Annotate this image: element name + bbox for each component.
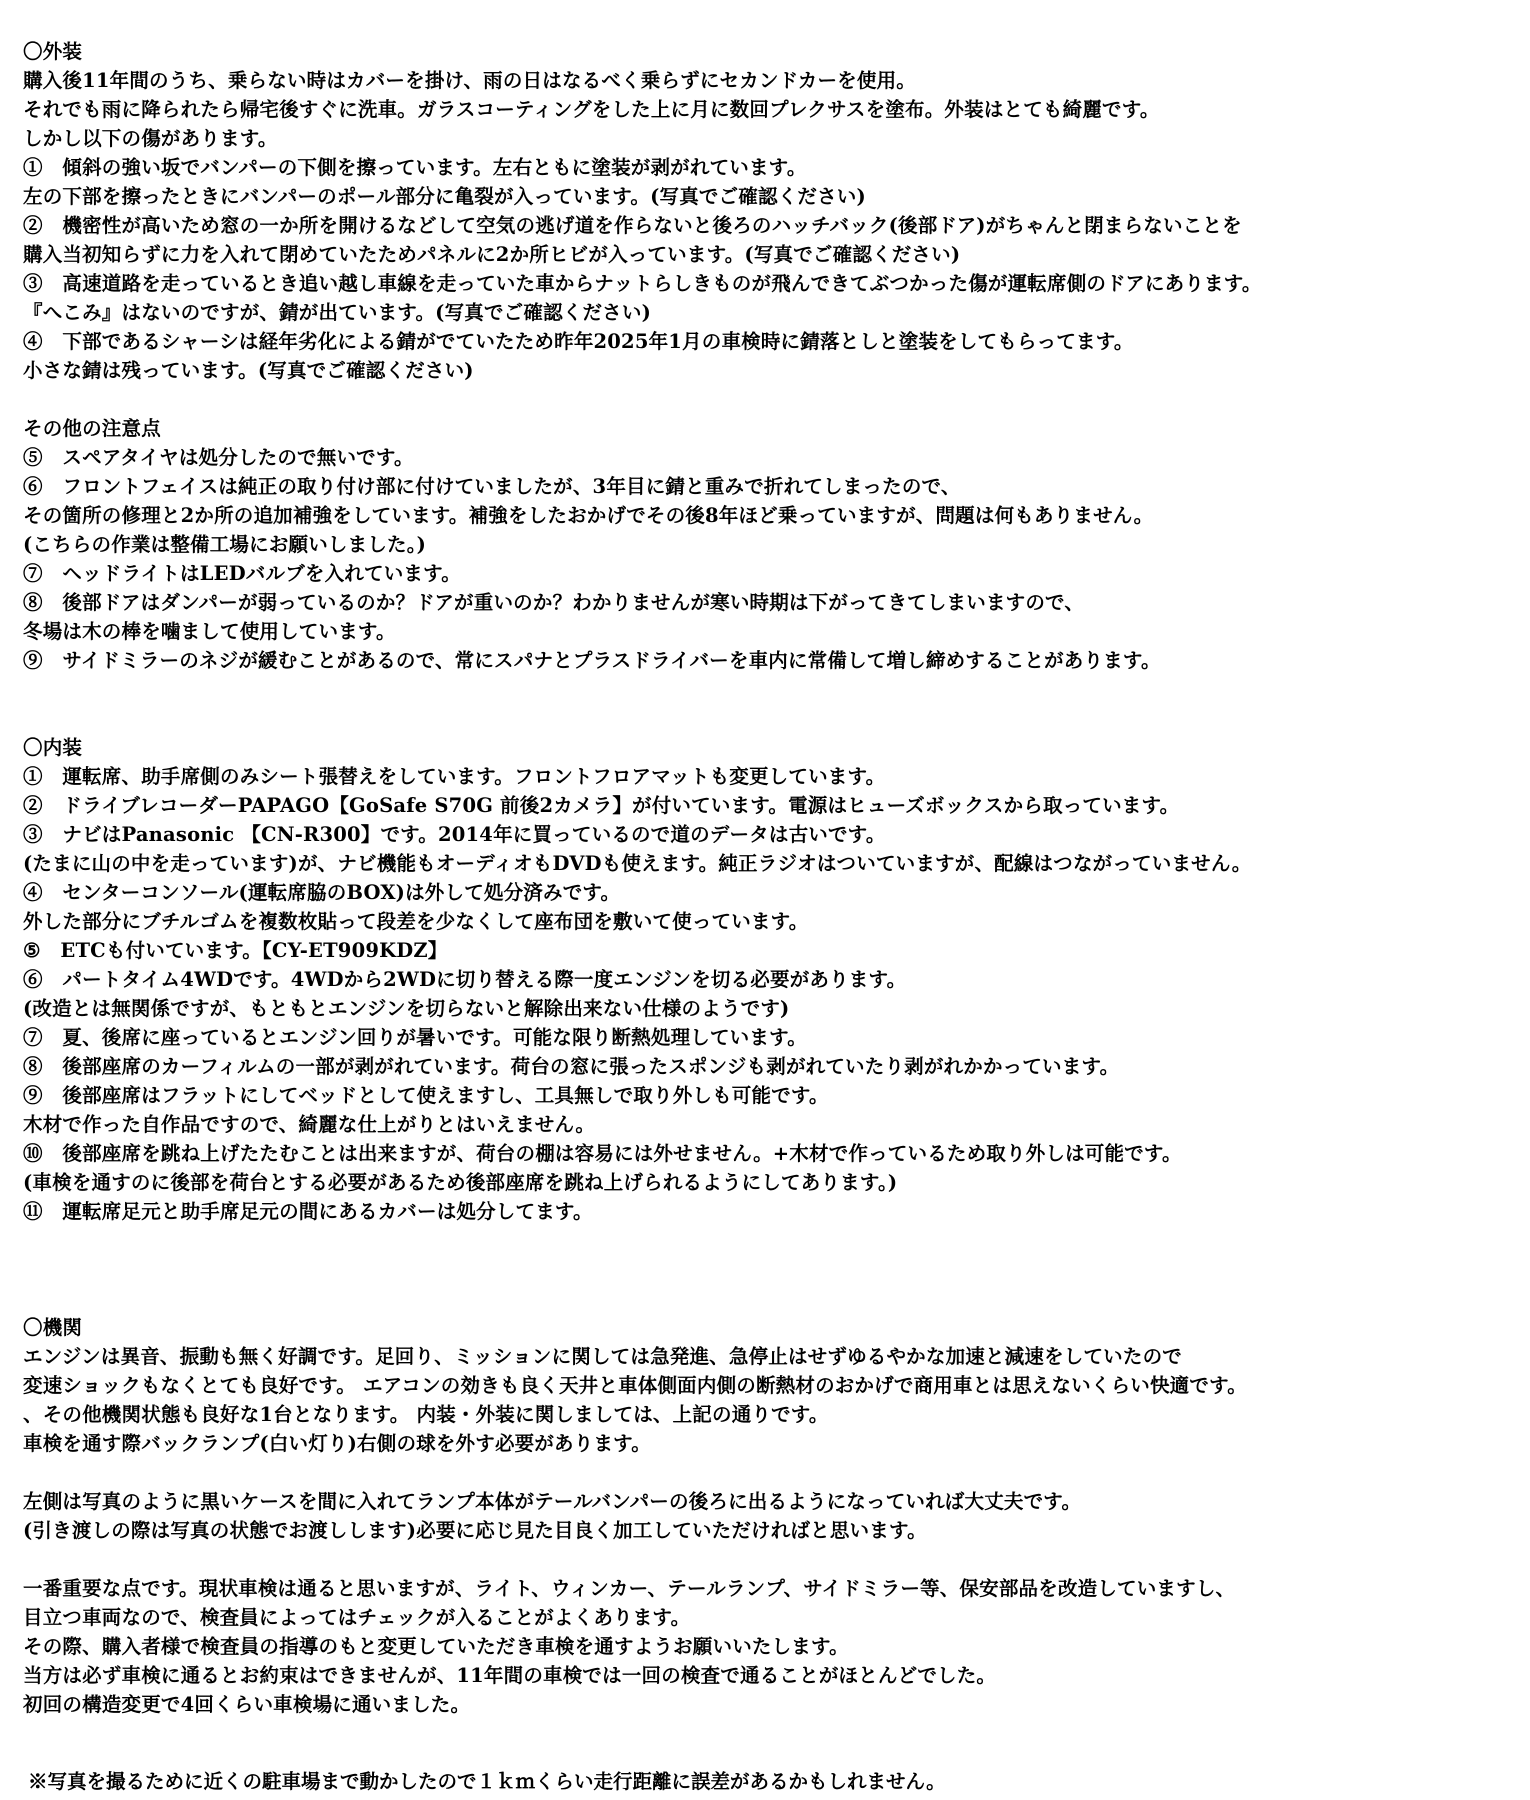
spacer bbox=[23, 1458, 1523, 1487]
interior-line: 外した部分にブチルゴムを複数枚貼って段差を少なくして座布団を敷いて使っています。 bbox=[23, 910, 809, 933]
mechanical-line: その際、購入者様で検査員の指導のもと変更していただき車検を通すようお願いいたします。 bbox=[23, 1635, 849, 1658]
interior-heading: 〇内装 bbox=[23, 736, 83, 759]
interior-line: ⑥ パートタイム4WDです。4WDから2WDに切り替える際一度エンジンを切る必要があります。 bbox=[23, 968, 907, 991]
exterior-line: ④ 下部であるシャーシは経年劣化による錆がでていたため昨年2025年1月の車検時に錆落としと塗装をしてもらってます。 bbox=[23, 330, 1134, 353]
interior-line: 木材で作った自作品ですので、綺麗な仕上がりとはいえません。 bbox=[23, 1113, 596, 1136]
interior-line: ⑦ 夏、後席に座っているとエンジン回りが暑いです。可能な限り断熱処理しています。 bbox=[23, 1026, 807, 1049]
interior-line: ③ ナビはPanasonic 【CN-R300】です。2014年に買っているので道のデータは古いです。 bbox=[23, 823, 886, 846]
other-notes-line: ⑨ サイドミラーのネジが緩むことがあるので、常にスパナとプラスドライバーを車内に常備して増し締めすることがあります。 bbox=[23, 649, 1161, 672]
other-notes-heading: その他の注意点 bbox=[23, 417, 161, 440]
interior-line: (車検を通すのに後部を荷台とする必要があるため後部座席を跳ね上げられるようにしてあります。) bbox=[23, 1171, 898, 1194]
interior-line: (改造とは無関係ですが、もともとエンジンを切らないと解除出来ない仕様のようです) bbox=[23, 997, 790, 1020]
mechanical-line: 、その他機関状態も良好な1台となります。 内装・外装に関しましては、上記の通りです。 bbox=[23, 1403, 829, 1426]
other-notes-line: その箇所の修理と2か所の追加補強をしています。補強をしたおかげでその後8年ほど乗っていますが、問題は何もありません。 bbox=[23, 504, 1154, 527]
interior-line: ④ センターコンソール(運転席脇のBOX)は外して処分済みです。 bbox=[23, 881, 621, 904]
mechanical-line: 変速ショックもなくとても良好です。 エアコンの効きも良く天井と車体側面内側の断熱材のおかげで商用車とは思えないくらい快適です。 bbox=[23, 1374, 1247, 1397]
exterior-line: 購入後11年間のうち、乗らない時はカバーを掛け、雨の日はなるべく乗らずにセカンドカーを使用。 bbox=[23, 69, 916, 92]
exterior-line: しかし以下の傷があります。 bbox=[23, 127, 278, 150]
spacer bbox=[23, 675, 1523, 733]
interior-line: (たまに山の中を走っています)が、ナビ機能もオーディオもDVDも使えます。純正ラジオはついていますが、配線はつながっていません。 bbox=[23, 852, 1252, 875]
mechanical-line: 目立つ車両なので、検査員によってはチェックが入ることがよくあります。 bbox=[23, 1606, 691, 1629]
interior-line: ⑧ 後部座席のカーフィルムの一部が剥がれています。荷台の窓に張ったスポンジも剥がれていたり剥がれかかっています。 bbox=[23, 1055, 1120, 1078]
spacer bbox=[23, 1545, 1523, 1574]
exterior-line: 購入当初知らずに力を入れて閉めていたためパネルに2か所ヒビが入っています。(写真でご確認ください) bbox=[23, 243, 961, 266]
other-notes-line: ⑤ スペアタイヤは処分したので無いです。 bbox=[23, 446, 414, 469]
exterior-line: 左の下部を擦ったときにバンパーのポール部分に亀裂が入っています。(写真でご確認ください) bbox=[23, 185, 866, 208]
exterior-heading: 〇外装 bbox=[23, 40, 83, 63]
exterior-line: 小さな錆は残っています。(写真でご確認ください) bbox=[23, 359, 474, 382]
interior-line: ⑨ 後部座席はフラットにしてベッドとして使えますし、工具無しで取り外しも可能です。 bbox=[23, 1084, 829, 1107]
mechanical-heading: 〇機関 bbox=[23, 1316, 83, 1339]
other-notes-line: ⑦ ヘッドライトはLEDバルブを入れています。 bbox=[23, 562, 461, 585]
exterior-line: ③ 高速道路を走っているとき追い越し車線を走っていた車からナットらしきものが飛んできてぶつかった傷が運転席側のドアにあります。 bbox=[23, 272, 1262, 295]
spacer bbox=[23, 385, 1523, 414]
interior-line: ⑪ 運転席足元と助手席足元の間にあるカバーは処分してます。 bbox=[23, 1200, 593, 1223]
interior-line: ⑩ 後部座席を跳ね上げたたむことは出来ますが、荷台の棚は容易には外せません。+木材で作っているため取り外しは可能です。 bbox=[23, 1142, 1182, 1165]
mechanical-line: 左側は写真のように黒いケースを間に入れてランプ本体がテールバンパーの後ろに出るようになっていれば大丈夫です。 bbox=[23, 1490, 1082, 1513]
interior-line: ② ドライブレコーダーPAPAGO【GoSafe S70G 前後2カメラ】が付いています。電源はヒューズボックスから取っています。 bbox=[23, 794, 1180, 817]
exterior-line: 『へこみ』はないのですが、錆が出ています。(写真でご確認ください) bbox=[23, 301, 651, 324]
footnote: ※写真を撮るために近くの駐車場まで動かしたので１ｋｍくらい走行距離に誤差があるかもしれません。 bbox=[28, 1770, 946, 1793]
mechanical-line: 当方は必ず車検に通るとお約束はできませんが、11年間の車検では一回の検査で通ることがほとんどでした。 bbox=[23, 1664, 997, 1687]
exterior-line: それでも雨に降られたら帰宅後すぐに洗車。ガラスコーティングをした上に月に数回プレクサスを塗布。外装はとても綺麗です。 bbox=[23, 98, 1160, 121]
mechanical-line: 車検を通す際バックランプ(白い灯り)右側の球を外す必要があります。 bbox=[23, 1432, 651, 1455]
other-notes-line: (こちらの作業は整備工場にお願いしました。) bbox=[23, 533, 427, 556]
interior-line: ⑤ ETCも付いています。【CY-ET909KDZ】 bbox=[23, 939, 448, 962]
exterior-line: ① 傾斜の強い坂でバンパーの下側を擦っています。左右ともに塗装が剥がれています。 bbox=[23, 156, 807, 179]
interior-line: ① 運転席、助手席側のみシート張替えをしています。フロントフロアマットも変更しています。 bbox=[23, 765, 886, 788]
other-notes-line: ⑥ フロントフェイスは純正の取り付け部に付けていましたが、3年目に錆と重みで折れてしまったので、 bbox=[23, 475, 961, 498]
exterior-line: ② 機密性が高いため窓の一か所を開けるなどして空気の逃げ道を作らないと後ろのハッチバック(後部ドア)がちゃんと閉まらないことを bbox=[23, 214, 1242, 237]
other-notes-line: ⑧ 後部ドアはダンパーが弱っているのか？ドアが重いのか？わかりませんが寒い時期は下がってきてしまいますので、 bbox=[23, 591, 1085, 614]
mechanical-line: 一番重要な点です。現状車検は通ると思いますが、ライト、ウィンカー、テールランプ、サイドミラー等、保安部品を改造していますし、 bbox=[23, 1577, 1236, 1600]
spacer bbox=[23, 1226, 1523, 1313]
mechanical-line: エンジンは異音、振動も無く好調です。足回り、ミッションに関しては急発進、急停止はせずゆるやかな加速と減速をしていたので bbox=[23, 1345, 1182, 1368]
listing-document bbox=[23, 37, 1523, 1719]
mechanical-line: 初回の構造変更で4回くらい車検場に通いました。 bbox=[23, 1693, 471, 1716]
other-notes-line: 冬場は木の棒を噛まして使用しています。 bbox=[23, 620, 396, 643]
mechanical-line: (引き渡しの際は写真の状態でお渡しします)必要に応じ見た目良く加工していただければと思います。 bbox=[23, 1519, 927, 1542]
